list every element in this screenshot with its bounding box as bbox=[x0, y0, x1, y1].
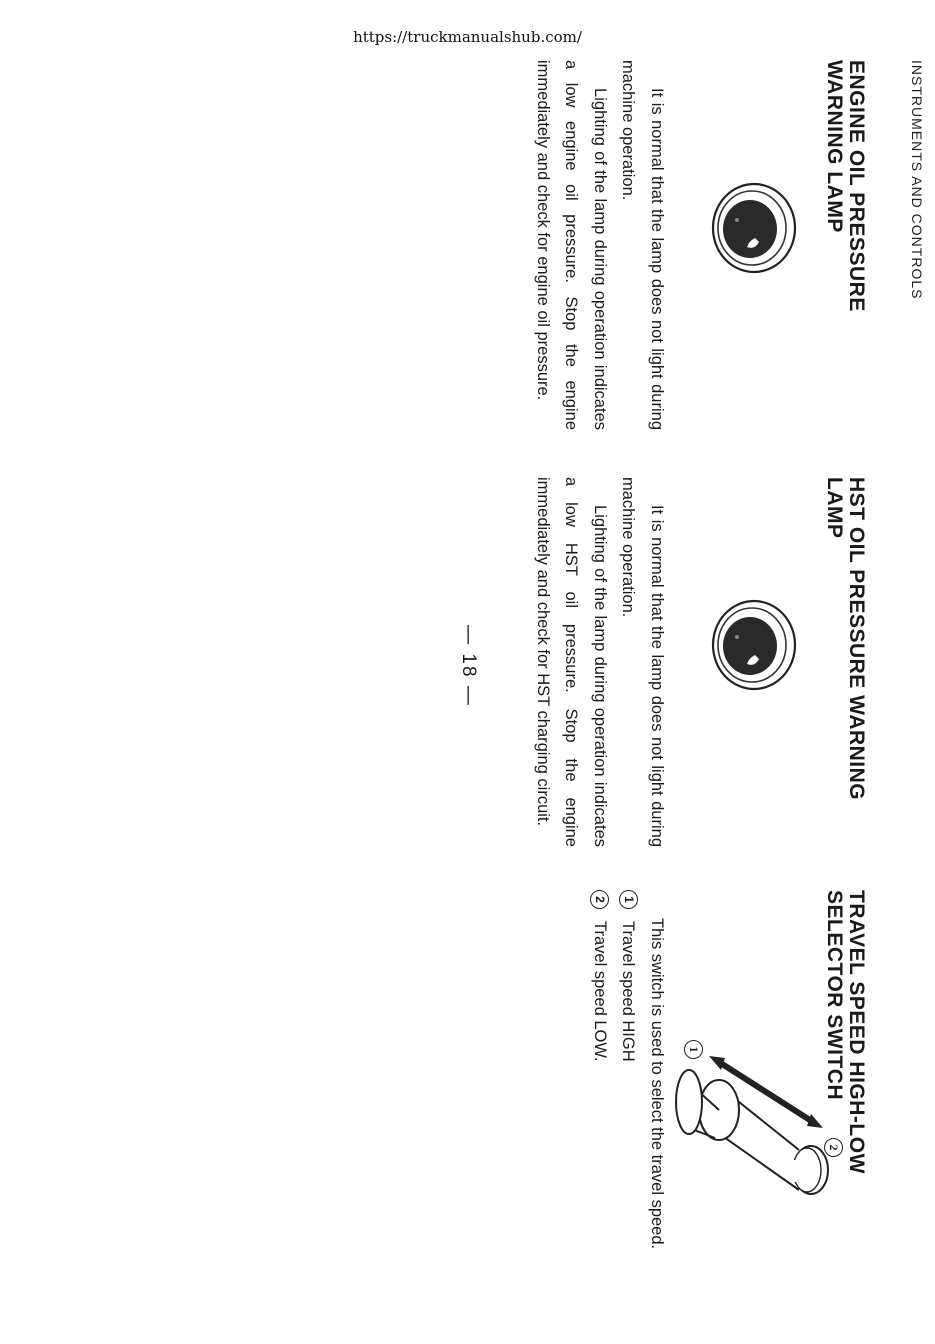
section-title: HST OIL PRESSURE WARNING LAMP bbox=[823, 477, 868, 801]
callout-1: 1 bbox=[684, 1040, 703, 1059]
section-body: It is normal that the lamp does not light during machine operation. Lighting of the lamp during operation indicates a low HST oil pressure. Stop the engine immediately and check for HST charging circuit. bbox=[534, 477, 666, 847]
speed-list bbox=[586, 890, 643, 1300]
lamp-illustration bbox=[677, 477, 807, 847]
list-item: 2 Travel speed LOW. bbox=[586, 890, 615, 1300]
lamp-illustration bbox=[677, 60, 807, 430]
section-title: ENGINE OIL PRESSURE WARNING LAMP bbox=[823, 60, 868, 312]
list-item: 1 Travel speed HIGH bbox=[614, 890, 643, 1300]
warning-lamp-icon bbox=[709, 180, 799, 276]
section-body: This switch is used to select the travel speed. 1 Travel speed HIGH 2 Travel speed LOW. bbox=[586, 890, 672, 1300]
section-title: TRAVEL SPEED HIGH-LOW SELECTOR SWITCH bbox=[823, 890, 868, 1174]
section-body: It is normal that the lamp does not light during machine operation. Lighting of the lamp during operation indicates a low engine oil pressure. Stop the engine immediately and check for engine oil pressure. bbox=[534, 60, 666, 430]
marker: 1 bbox=[619, 890, 638, 909]
section-engine-oil bbox=[397, 60, 867, 430]
section-travel-speed bbox=[397, 890, 867, 1300]
page-number: — 18 — bbox=[458, 625, 479, 707]
warning-lamp-icon bbox=[709, 597, 799, 693]
page-header: INSTRUMENTS AND CONTROLS bbox=[909, 60, 925, 300]
marker: 2 bbox=[590, 890, 609, 909]
callout-2: 2 bbox=[824, 1138, 843, 1157]
switch-illustration bbox=[677, 890, 841, 1300]
source-url[interactable]: https://truckmanualshub.com/ bbox=[353, 28, 582, 46]
